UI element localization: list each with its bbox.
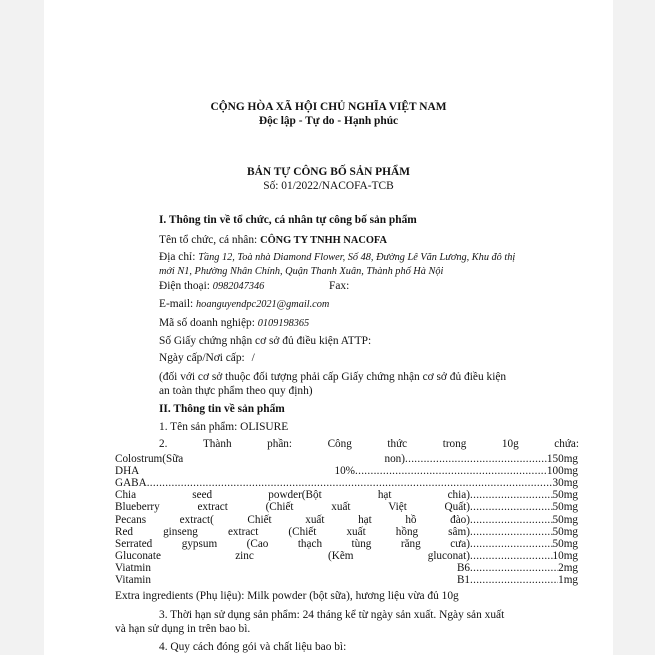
fax-label: Fax: (329, 280, 350, 292)
ingredient-word: thạch (297, 537, 323, 550)
org-value: CÔNG TY TNHH NACOFA (260, 235, 387, 246)
ingredient-word: đào) (450, 513, 470, 526)
phone-row (159, 280, 264, 293)
ingredient-row (115, 489, 578, 502)
ingredient-name (115, 562, 470, 575)
note-line1: (đối với cơ sở thuộc đối tượng phải cấp Giấy chứng nhận cơ sở đủ điều kiện (159, 371, 507, 383)
shelf-life-line1: 3. Thời hạn sử dụng sản phẩm: 24 tháng kể từ ngày sản xuất. Ngày sản xuất (159, 609, 505, 621)
shelf-life-line2: và hạn sử dụng in trên bao bì. (115, 623, 251, 635)
ingredient-word: Pecans (115, 513, 147, 526)
dot-leader (470, 489, 553, 502)
ingredient-row (115, 562, 578, 575)
ingredient-word: extract (227, 525, 259, 538)
composition-word: 10g (501, 438, 519, 450)
document-page (44, 0, 613, 655)
ingredient-name (115, 574, 470, 587)
ingredient-word: xuất (346, 525, 366, 538)
composition-word: thức (387, 438, 408, 450)
note-line2: an toàn thực phẩm theo quy định) (159, 385, 313, 397)
product-name: 1. Tên sản phẩm: OLISURE (159, 421, 289, 433)
ingredient-amount: 50mg (552, 489, 578, 502)
ingredient-word: Serrated (115, 537, 153, 550)
dot-leader (470, 538, 553, 551)
org-label: Tên tổ chức, cá nhân: (159, 234, 258, 246)
section-1-heading: I. Thông tin về tổ chức, cá nhân tự công bố sản phẩm (159, 214, 417, 226)
ingredient-word: tùng (351, 537, 372, 550)
phone-label: Điện thoại: (159, 280, 210, 292)
motto: Độc lập - Tự do - Hạnh phúc (258, 115, 399, 127)
document-title: BẢN TỰ CÔNG BỐ SẢN PHẨM (247, 166, 410, 178)
tax-value: 0109198365 (257, 318, 310, 329)
ingredient-name (115, 465, 355, 478)
ingredient-word: sâm) (448, 525, 470, 538)
address-value-line1: Tầng 12, Toà nhà Diamond Flower, Số 48, Đường Lê Văn Lương, Khu đô thị (198, 252, 516, 263)
ingredient-word: powder(Bột (268, 489, 322, 502)
ingredient-word: răng (400, 537, 421, 550)
ingredient-amount: 30mg (552, 477, 578, 490)
ingredient-row (115, 465, 578, 478)
ingredient-word: extract (197, 501, 228, 514)
ingredient-name (115, 477, 147, 490)
composition-word: Công (327, 438, 352, 450)
ingredient-word: Quất) (444, 501, 470, 514)
ingredient-word: Vitamin (115, 574, 151, 586)
ingredient-row (115, 550, 578, 563)
ingredient-word: B1 (456, 574, 470, 586)
ingredient-word: Colostrum(Sữa (115, 453, 184, 465)
ingredient-name (115, 550, 470, 563)
ingredient-name (115, 453, 405, 466)
ingredient-word: 10% (334, 465, 355, 478)
dot-leader (470, 526, 553, 539)
ingredient-row (115, 574, 578, 587)
ingredient-row (115, 538, 578, 551)
ingredient-word: Gluconate (115, 549, 161, 562)
issue-date-label: Ngày cấp/Nơi cấp: (159, 352, 245, 364)
ingredient-word: seed (192, 489, 213, 502)
dot-leader (470, 562, 558, 575)
phone-value: 0982047346 (212, 281, 265, 292)
ingredient-word: cưa) (450, 537, 470, 550)
ingredient-word: (Chiết (265, 501, 294, 514)
ingredient-word: B6 (456, 561, 470, 574)
ingredient-amount: 50mg (552, 537, 578, 550)
address-row (159, 251, 515, 264)
ingredient-word: (Cao (246, 537, 269, 550)
ingredient-word: Red (115, 525, 134, 538)
ingredient-word: Viatmin (115, 561, 151, 574)
ingredient-word: DHA (115, 465, 140, 478)
country-heading: CỘNG HÒA XÃ HỘI CHỦ NGHĨA VIỆT NAM (210, 101, 447, 113)
issue-date-row (159, 352, 255, 365)
ingredient-word: (Chiết (288, 525, 317, 538)
dot-leader (147, 477, 553, 490)
ingredient-word: xuất (331, 501, 351, 514)
ingredient-amount: 150mg (546, 453, 578, 465)
dot-leader (405, 453, 547, 466)
ingredient-amount: 100mg (546, 465, 578, 478)
ingredient-row (115, 514, 578, 527)
tax-label: Mã số doanh nghiệp: (159, 317, 255, 329)
ingredient-word: Chia (115, 489, 137, 502)
composition-word: 2. (159, 438, 168, 450)
ingredient-name (115, 501, 470, 514)
dot-leader (355, 465, 547, 478)
ingredient-row (115, 453, 578, 466)
certificate-label: Số Giấy chứng nhận cơ sở đủ điều kiện ATTP: (159, 335, 372, 347)
ingredient-row (115, 477, 578, 490)
ingredient-amount: 10mg (552, 549, 578, 562)
ingredient-amount: 2mg (558, 561, 578, 574)
dot-leader (470, 574, 558, 587)
composition-word: Thành (202, 438, 232, 450)
ingredient-amount: 50mg (552, 525, 578, 538)
ingredient-word: hạt (358, 513, 372, 526)
ingredient-word: gypsum (181, 537, 218, 550)
ingredient-word: hồng (395, 525, 419, 538)
ingredient-name (115, 526, 470, 539)
address-value-line2: mới N1, Phường Nhân Chính, Quận Thanh Xuân, Thành phố Hà Nội (159, 266, 444, 277)
dot-leader (470, 514, 553, 527)
ingredient-amount: 50mg (552, 501, 578, 514)
tax-row (159, 317, 309, 330)
ingredient-word: ginseng (163, 525, 198, 538)
ingredient-word: Blueberry (115, 501, 160, 514)
ingredient-name (115, 538, 470, 551)
ingredient-name (115, 489, 470, 502)
ingredient-amount: 1mg (558, 574, 578, 586)
ingredient-word: extract( (179, 513, 214, 526)
composition-word: trong (442, 438, 467, 450)
org-name-row (159, 234, 387, 247)
ingredient-word: hạt (377, 489, 392, 502)
ingredient-word: Chiết (247, 513, 272, 526)
ingredient-row (115, 501, 578, 514)
ingredient-row (115, 526, 578, 539)
composition-heading (159, 438, 579, 451)
composition-word: phần: (267, 438, 292, 450)
ingredient-word: Việt (388, 501, 407, 514)
ingredient-name (115, 514, 470, 527)
ingredient-word: non) (384, 453, 405, 465)
email-value: hoanguyendpc2021@gmail.com (196, 299, 330, 310)
ingredient-word: GABA (115, 477, 147, 490)
issue-date-value: / (251, 352, 255, 364)
ingredient-word: hồ (405, 513, 417, 526)
email-label: E-mail: (159, 298, 194, 310)
address-label: Địa chỉ: (159, 251, 196, 263)
email-row (159, 298, 329, 311)
packaging-label: 4. Quy cách đóng gói và chất liệu bao bì: (159, 641, 347, 653)
ingredient-word: zinc (235, 549, 254, 562)
extra-ingredients: Extra ingredients (Phụ liệu): Milk powder (bột sữa), hương liệu vừa đủ 10g (115, 590, 459, 602)
section-2-heading: II. Thông tin về sản phẩm (159, 403, 285, 415)
ingredient-word: chia) (447, 489, 470, 502)
dot-leader (470, 501, 553, 514)
ingredient-word: xuất (305, 513, 325, 526)
ingredient-word: (Kẽm (328, 549, 354, 562)
document-number: Số: 01/2022/NACOFA-TCB (263, 180, 394, 192)
composition-word: chứa: (554, 438, 579, 450)
ingredient-word: gluconat) (427, 549, 470, 562)
ingredient-amount: 50mg (552, 513, 578, 526)
dot-leader (470, 550, 553, 563)
